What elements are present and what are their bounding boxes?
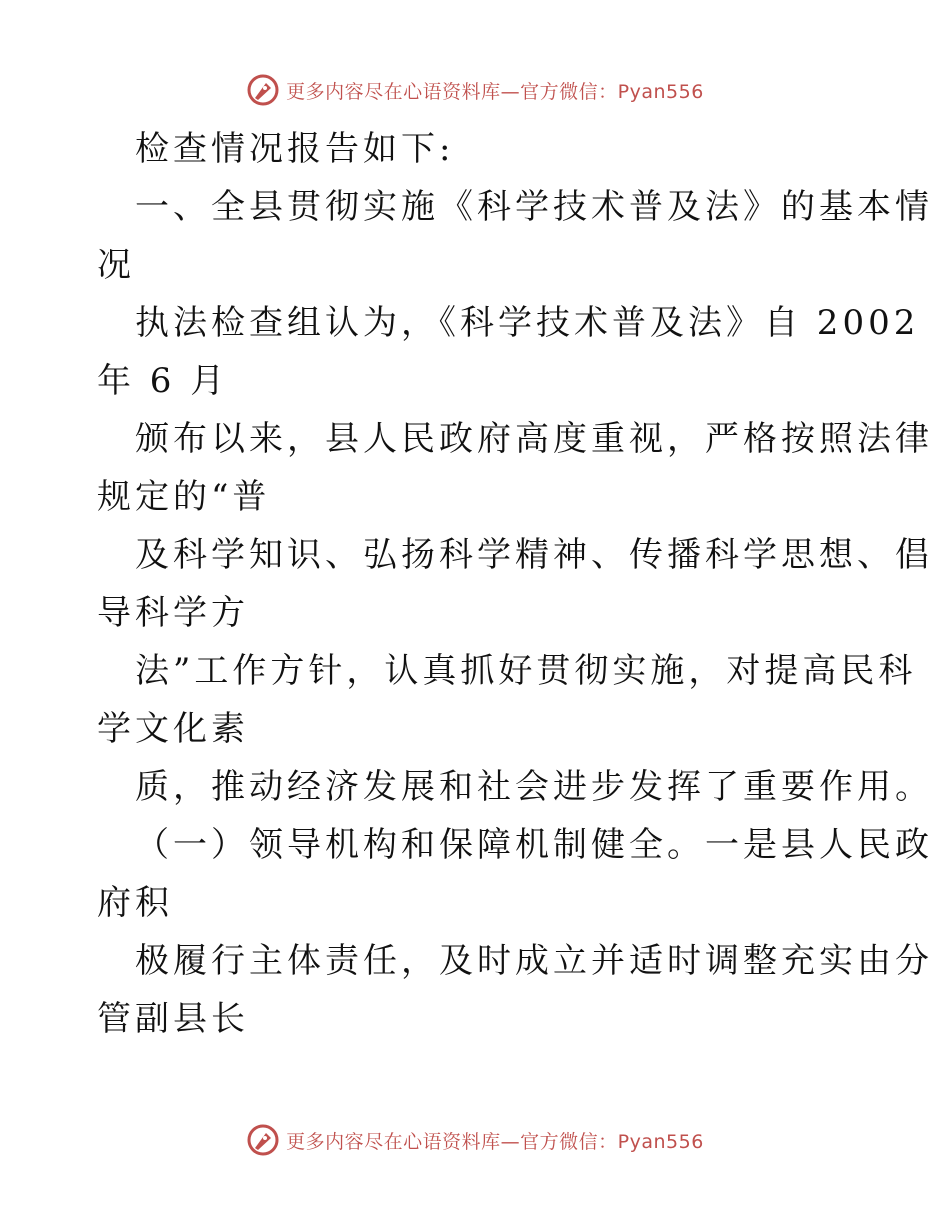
pen-nib-logo-icon bbox=[246, 73, 280, 107]
body-line: 况 bbox=[97, 245, 135, 285]
body-line: （一）领导机构和保障机制健全。一是县人民政 bbox=[135, 825, 933, 865]
body-line: 法”工作方针，认真抓好贯彻实施，对提高民科 bbox=[135, 651, 917, 691]
body-line: 规定的“普 bbox=[97, 477, 271, 517]
body-line: 检查情况报告如下: bbox=[135, 129, 455, 169]
watermark-text: 更多内容尽在心语资料库—官方微信：Pyan556 bbox=[286, 80, 704, 103]
body-line: 年 6 月 bbox=[97, 361, 229, 401]
body-line: 极履行主体责任，及时成立并适时调整充实由分 bbox=[135, 941, 933, 981]
body-line: 及科学知识、弘扬科学精神、传播科学思想、倡 bbox=[135, 535, 933, 575]
header-watermark bbox=[0, 72, 950, 108]
body-line: 管副县长 bbox=[97, 999, 249, 1039]
body-line: 质，推动经济发展和社会进步发挥了重要作用。 bbox=[135, 767, 933, 807]
footer-watermark bbox=[0, 1122, 950, 1158]
body-line: 执法检查组认为，《科学技术普及法》自 2002 bbox=[135, 303, 920, 343]
body-line: 一、全县贯彻实施《科学技术普及法》的基本情 bbox=[135, 187, 933, 227]
body-line: 学文化素 bbox=[97, 709, 249, 749]
body-line: 导科学方 bbox=[97, 593, 249, 633]
pen-nib-logo-icon bbox=[246, 1123, 280, 1157]
body-line: 府积 bbox=[97, 883, 173, 923]
document-body bbox=[97, 120, 933, 1048]
body-line: 颁布以来，县人民政府高度重视，严格按照法律 bbox=[135, 419, 933, 459]
header-watermark-group bbox=[246, 73, 704, 107]
footer-watermark-group bbox=[246, 1123, 704, 1157]
watermark-text: 更多内容尽在心语资料库—官方微信：Pyan556 bbox=[286, 1130, 704, 1153]
